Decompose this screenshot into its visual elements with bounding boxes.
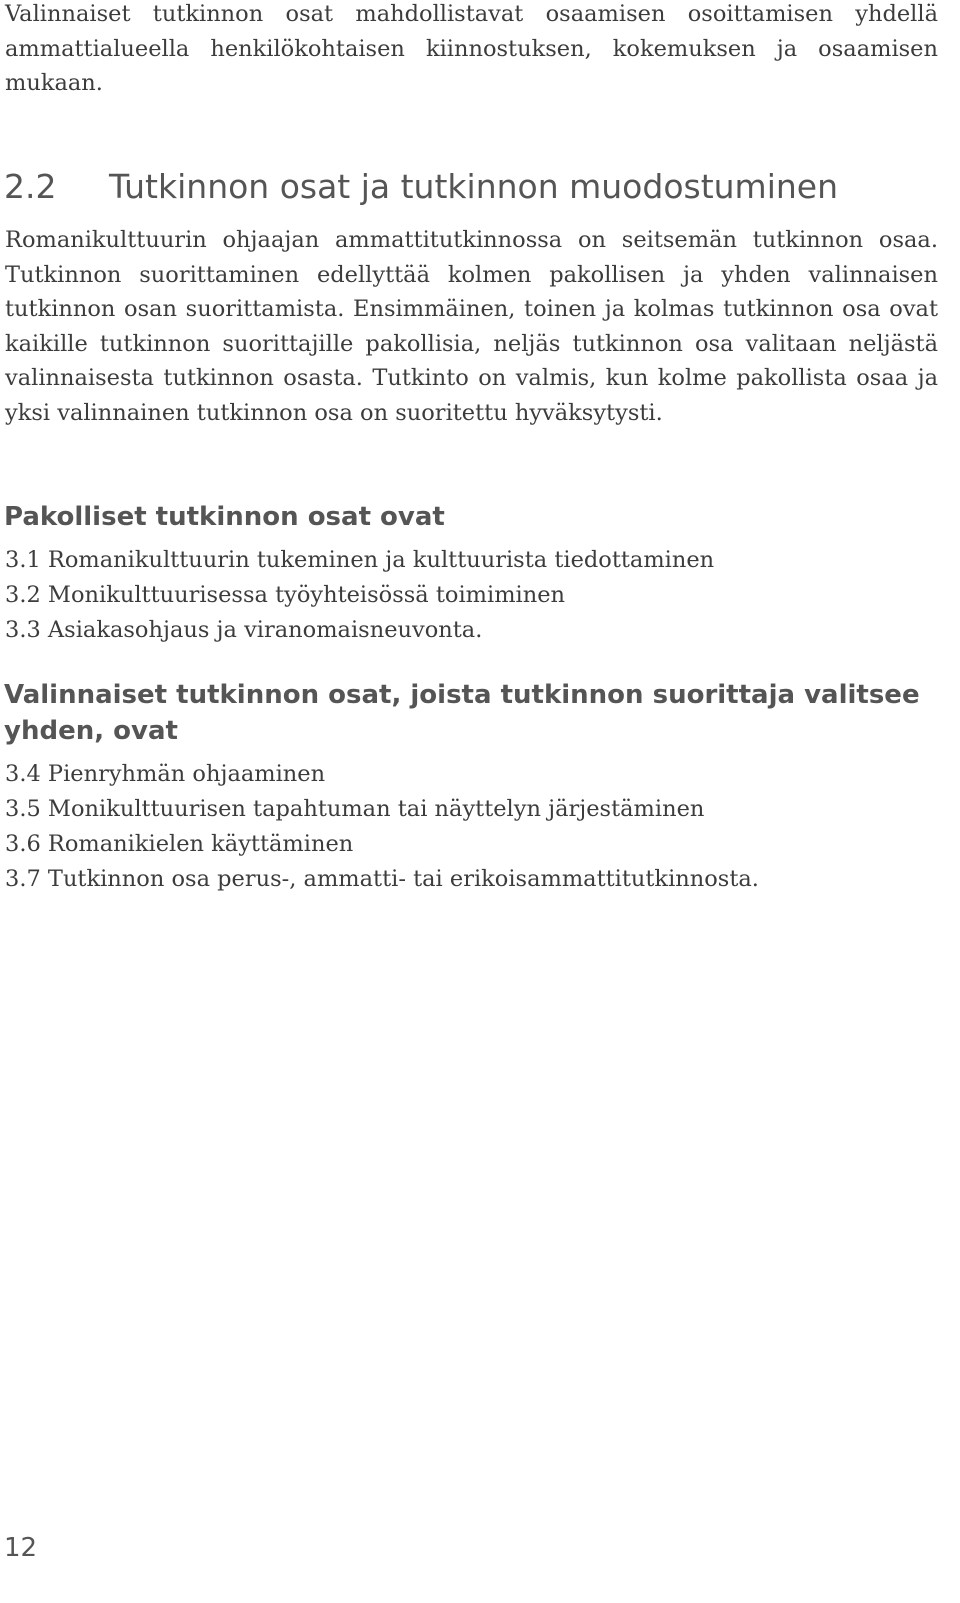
intro-paragraph: Valinnaiset tutkinnon osat mahdollistavat osaamisen osoittamisen yhdellä ammattialueella henkilökohtaisen kiinnostuksen, kokemuksen ja osaamisen mukaan.: [5, 1, 938, 96]
section-title: Tutkinnon osat ja tutkinnon muodostuminen: [109, 167, 838, 206]
list-item: 3.4 Pienryhmän ohjaaminen: [5, 761, 326, 787]
list-item: 3.3 Asiakasohjaus ja viranomaisneuvonta.: [5, 617, 483, 643]
optional-list: [5, 757, 759, 897]
mandatory-heading: Pakolliset tutkinnon osat ovat: [4, 502, 445, 532]
mandatory-list: [5, 543, 714, 648]
section-heading: [4, 167, 838, 207]
section-number: 2.2: [4, 167, 57, 206]
page-number: 12: [4, 1533, 38, 1563]
list-item: 3.6 Romanikielen käyttäminen: [5, 831, 354, 857]
list-item: 3.7 Tutkinnon osa perus-, ammatti- tai erikoisammattitutkinnosta.: [5, 866, 759, 892]
list-item: 3.5 Monikulttuurisen tapahtuman tai näyttelyn järjestäminen: [5, 796, 705, 822]
optional-heading: Valinnaiset tutkinnon osat, joista tutkinnon suorittaja valitsee yhden, ovat: [4, 680, 920, 746]
list-item: 3.2 Monikulttuurisessa työyhteisössä toimiminen: [5, 582, 566, 608]
section-paragraph: Romanikulttuurin ohjaajan ammattitutkinnossa on seitsemän tutkinnon osaa. Tutkinnon suorittaminen edellyttää kolmen pakollisen ja yhden valinnaisen tutkinnon osan suorittamista. Ensimmäinen, toinen ja kolmas tutkinnon osa ovat kaikille tutkinnon suorittajille pakollisia, neljäs tutkinnon osa valitaan neljästä valinnaisesta tutkinnon osasta. Tutkinto on valmis, kun kolme pakollista osaa ja yksi valinnainen tutkinnon osa on suoritettu hyväksytysti.: [5, 227, 938, 426]
list-item: 3.1 Romanikulttuurin tukeminen ja kulttuurista tiedottaminen: [5, 547, 715, 573]
